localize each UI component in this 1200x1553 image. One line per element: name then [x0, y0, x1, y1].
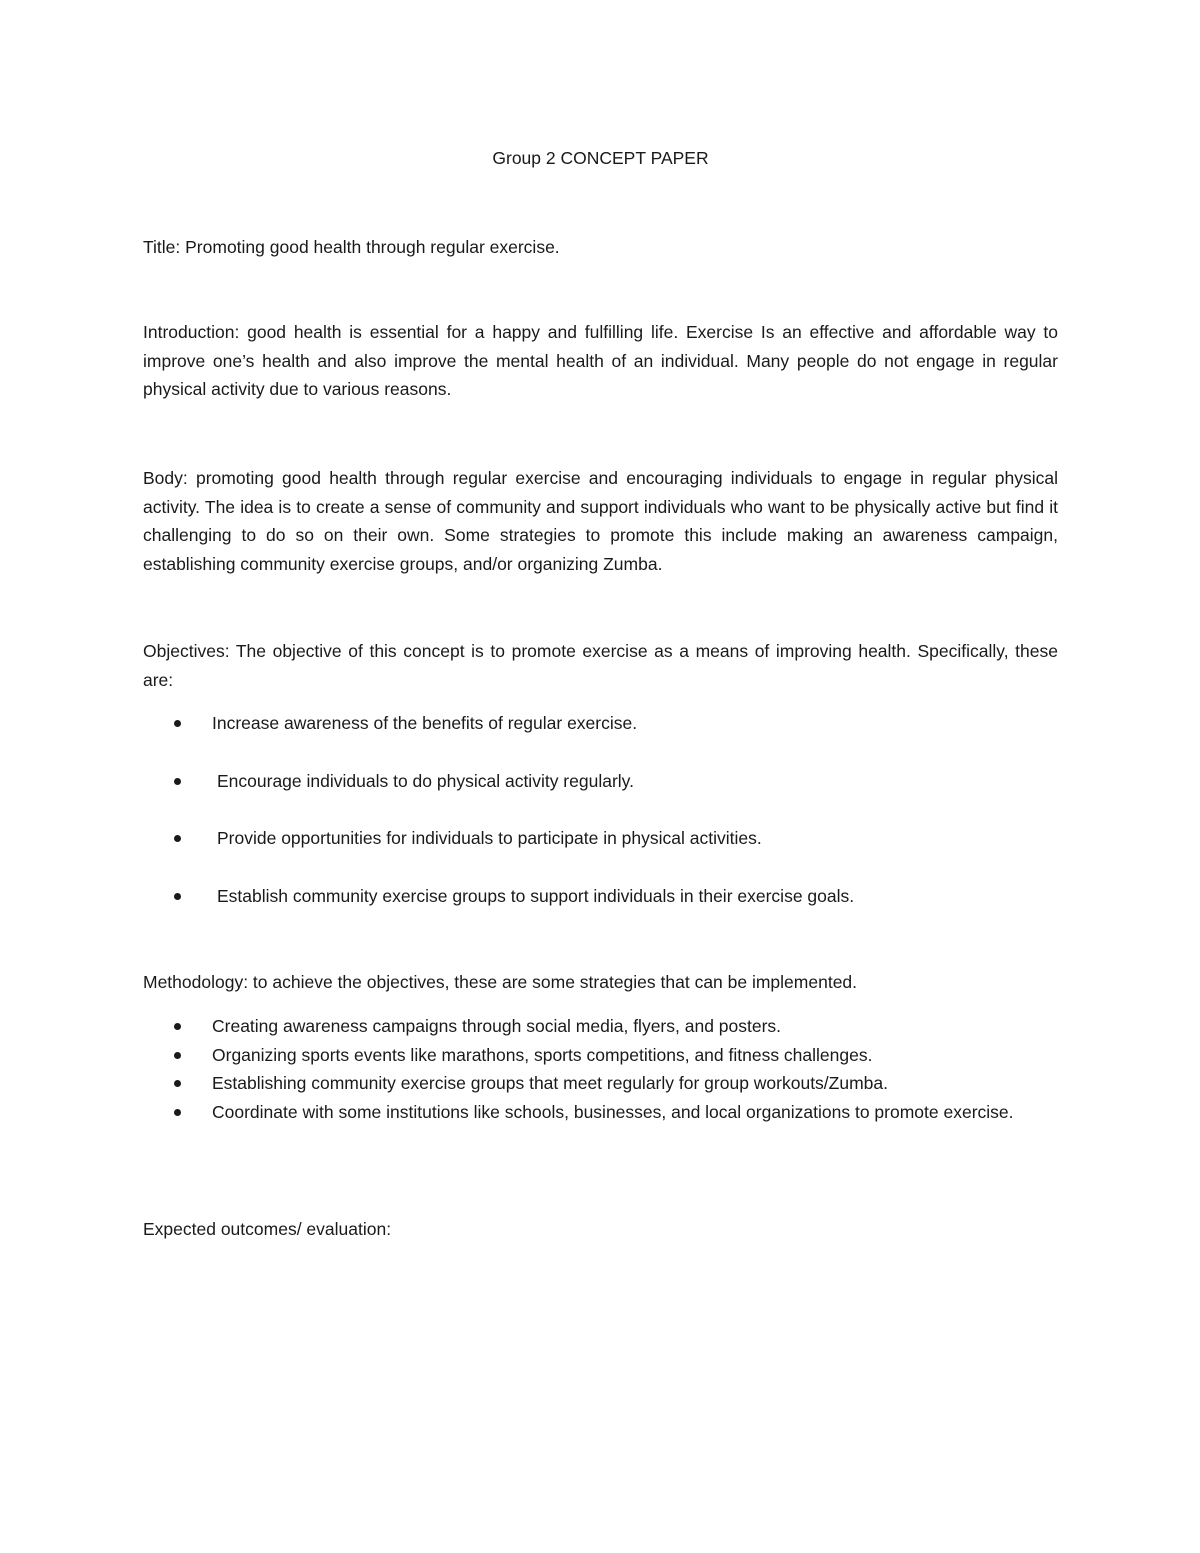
objective-text: Increase awareness of the benefits of regular exercise.	[212, 713, 638, 733]
expected-outcomes-heading: Expected outcomes/ evaluation:	[143, 1219, 392, 1239]
bullet-icon	[174, 1052, 181, 1059]
list-item	[143, 709, 1058, 738]
bullet-icon	[174, 1109, 181, 1116]
bullet-icon	[174, 835, 181, 842]
objective-text: Provide opportunities for individuals to participate in physical activities.	[217, 828, 762, 848]
list-item	[143, 1069, 1058, 1098]
methodology-list	[143, 1012, 1058, 1126]
title-line: Title: Promoting good health through regular exercise.	[143, 237, 560, 257]
bullet-icon	[174, 720, 181, 727]
methodology-intro: Methodology: to achieve the objectives, these are some strategies that can be implemented.	[143, 972, 858, 992]
methodology-text: Organizing sports events like marathons, sports competitions, and fitness challenges.	[212, 1044, 873, 1065]
objectives-list	[143, 709, 1058, 939]
introduction-paragraph: Introduction: good health is essential for a happy and fulfilling life. Exercise Is an effective and affordable way to improve one’s health and also improve the mental health of an individual. Many people do not engage in regular physical activity due to various reasons.	[143, 322, 1058, 399]
list-item	[143, 824, 1058, 853]
bullet-icon	[174, 893, 181, 900]
list-item	[143, 882, 1058, 911]
methodology-text: Creating awareness campaigns through social media, flyers, and posters.	[212, 1016, 782, 1036]
list-item	[143, 1012, 1058, 1041]
body-paragraph: Body: promoting good health through regular exercise and encouraging individuals to engage in regular physical activity. The idea is to create a sense of community and support individuals who want to be physically active but find it challenging to do so on their own. Some strategies to promote this include making an awareness campaign, establishing community exercise groups, and/or organizing Zumba.	[143, 468, 1058, 574]
list-item	[143, 1098, 1058, 1127]
objective-text: Establish community exercise groups to support individuals in their exercise goals.	[217, 885, 855, 906]
list-item	[143, 767, 1058, 796]
methodology-text: Establishing community exercise groups that meet regularly for group workouts/Zumba.	[212, 1073, 888, 1093]
objectives-intro: Objectives: The objective of this concept is to promote exercise as a means of improving health. Specifically, these are:	[143, 641, 1058, 690]
objective-text: Encourage individuals to do physical activity regularly.	[217, 770, 634, 791]
document-heading: Group 2 CONCEPT PAPER	[492, 148, 709, 168]
bullet-icon	[174, 1023, 181, 1030]
bullet-icon	[174, 1080, 181, 1087]
list-item	[143, 1041, 1058, 1070]
bullet-icon	[174, 778, 181, 785]
methodology-text: Coordinate with some institutions like schools, businesses, and local organizations to promote exercise.	[212, 1101, 1014, 1122]
